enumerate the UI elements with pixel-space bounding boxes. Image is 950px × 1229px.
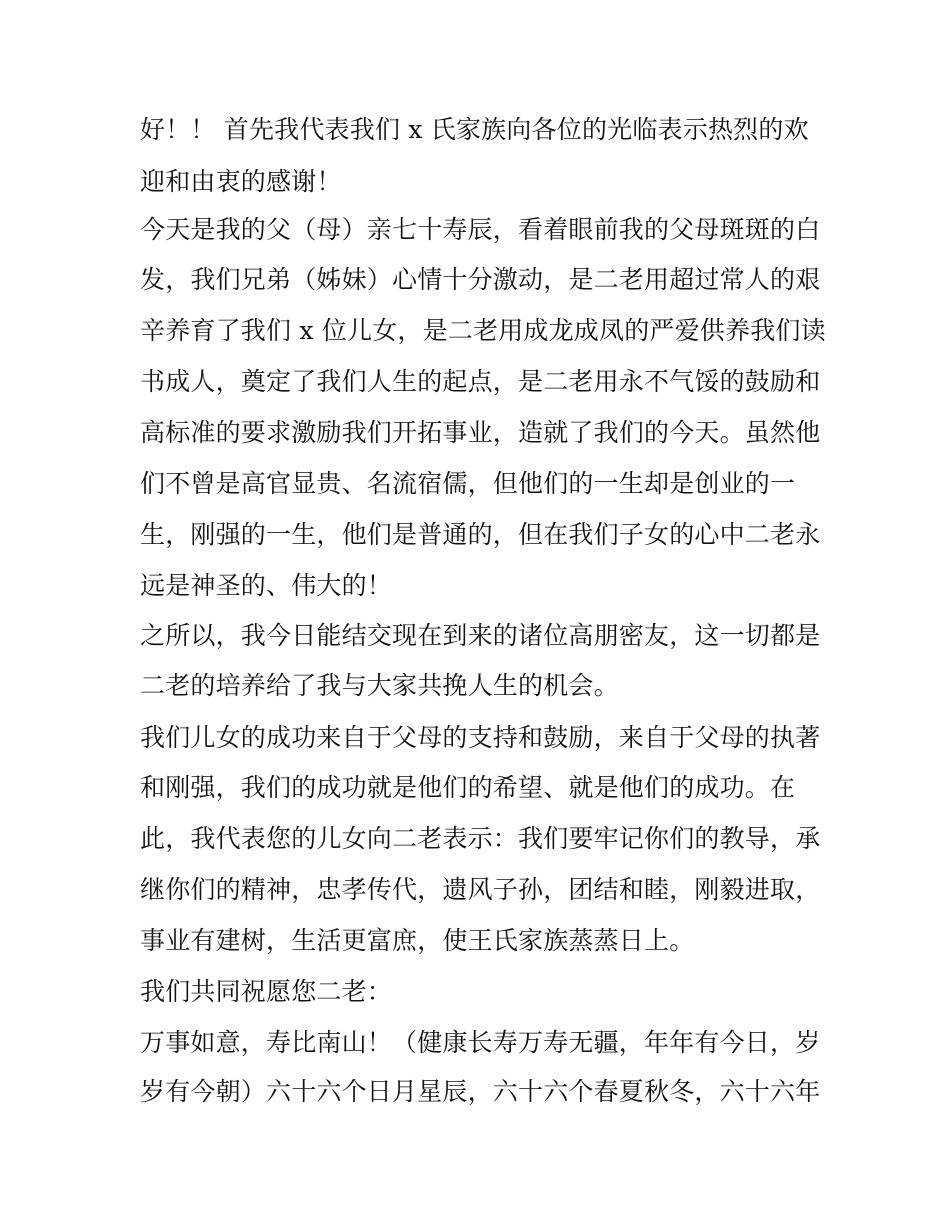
text-line: 此，我代表您的儿女向二老表示：我们要牢记你们的教导，承 xyxy=(140,824,821,853)
text-line: 继你们的精神，忠孝传代，遗风子孙，团结和睦，刚毅进取， xyxy=(140,875,821,904)
text-line: 生，刚强的一生，他们是普通的，但在我们子女的心中二老永 xyxy=(140,520,821,549)
text-line: 辛养育了我们 x 位儿女，是二老用成龙成凤的严爱供养我们读 xyxy=(140,316,826,345)
text-line: 之所以，我今日能结交现在到来的诸位高朋密友，这一切都是 xyxy=(140,621,821,650)
text-line: 们不曾是高官显贵、名流宿儒，但他们的一生却是创业的一 xyxy=(140,469,796,498)
text-line: 高标准的要求激励我们开拓事业，造就了我们的今天。虽然他 xyxy=(140,418,821,447)
text-line: 万事如意，寿比南山！（健康长寿万寿无疆，年年有今日，岁 xyxy=(140,1028,821,1057)
text-line: 书成人，奠定了我们人生的起点，是二老用永不气馁的鼓励和 xyxy=(140,367,821,396)
text-line: 今天是我的父（母）亲七十寿辰，看着眼前我的父母斑斑的白 xyxy=(140,215,821,244)
text-line: 我们共同祝愿您二老： xyxy=(140,977,393,1006)
text-line: 岁有今朝）六十六个日月星辰，六十六个春夏秋冬，六十六年 xyxy=(140,1077,821,1106)
text-line: 好！！ 首先我代表我们 x 氏家族向各位的光临表示热烈的欢 xyxy=(140,115,809,144)
text-line: 和刚强，我们的成功就是他们的希望、就是他们的成功。在 xyxy=(140,773,796,802)
text-line: 远是神圣的、伟大的！ xyxy=(140,571,393,600)
text-line: 我们儿女的成功来自于父母的支持和鼓励，来自于父母的执著 xyxy=(140,723,821,752)
text-line: 二老的培养给了我与大家共挽人生的机会。 xyxy=(140,671,619,700)
text-line: 迎和由衷的感谢！ xyxy=(140,167,342,196)
text-line: 事业有建树，生活更富庶，使王氏家族蒸蒸日上。 xyxy=(140,926,695,955)
text-line: 发，我们兄弟（姊妹）心情十分激动，是二老用超过常人的艰 xyxy=(140,265,821,294)
